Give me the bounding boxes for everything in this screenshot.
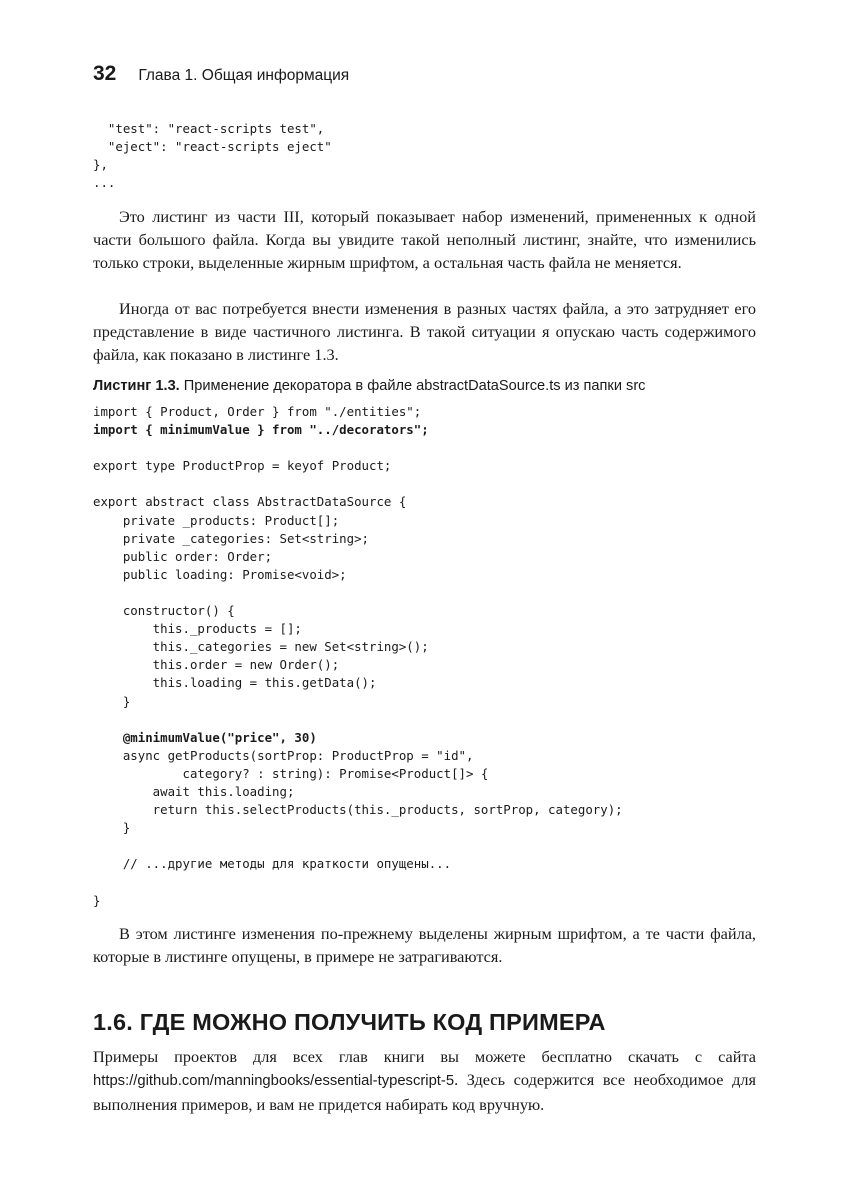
listing-code-line: }	[93, 693, 131, 709]
paragraph-listing-note: В этом листинге изменения по-прежнему выделены жирным шрифтом, а те части файла, которые в листинге опущены, в примере не затрагиваются.	[93, 924, 756, 966]
listing-code-line: private _products: Product[];	[93, 512, 340, 528]
listing-code-line: import { minimumValue } from "../decorators";	[93, 422, 429, 438]
listing-label: Листинг 1.3.	[93, 378, 180, 394]
code-fragment-top	[93, 120, 332, 192]
code-line: "eject": "react-scripts eject"	[93, 139, 332, 155]
listing-code-line: public order: Order;	[93, 548, 273, 564]
listing-code-line: export abstract class AbstractDataSource {	[93, 494, 407, 510]
section-heading: 1.6. ГДЕ МОЖНО ПОЛУЧИТЬ КОД ПРИМЕРА	[93, 1009, 606, 1035]
listing-caption	[93, 376, 756, 396]
listing-caption-text: Применение декоратора в файле abstractDataSource.ts из папки src	[179, 378, 646, 394]
listing-code-line: @minimumValue("price", 30)	[93, 729, 317, 745]
listing-code-line: constructor() {	[93, 603, 235, 619]
paragraph-listing-explanation: Это листинг из части III, который показывает набор изменений, примененных к одной части большого файла. Когда вы увидите такой неполный листинг, знайте, что изменились только строки, выделенные жирным шрифтом, а остальная часть файла не меняется.	[93, 207, 756, 272]
listing-code-line: import { Product, Order } from "./entities";	[93, 404, 422, 419]
code-line: "test": "react-scripts test",	[93, 121, 325, 136]
listing-code-line: await this.loading;	[93, 783, 295, 799]
listing-code-line: private _categories: Set<string>;	[93, 530, 370, 546]
download-text-before: Примеры проектов для всех глав книги вы можете бесплатно скачать с сайта	[93, 1047, 756, 1066]
listing-code-line: }	[93, 820, 131, 836]
listing-code-line: // ...другие методы для краткости опущены...	[93, 856, 452, 872]
listing-code-line: category? : string): Promise<Product[]> {	[93, 765, 489, 781]
listing-code-block	[93, 403, 623, 910]
repository-link[interactable]: https://github.com/manningbooks/essential-typescript-5	[93, 1073, 455, 1089]
listing-code-line: this._products = [];	[93, 621, 302, 637]
running-head	[93, 62, 349, 90]
listing-code-line: }	[93, 892, 101, 908]
download-text-after: . Здесь содержится все необходимое для выполнения примеров, и вам не придется набирать код вручную.	[93, 1070, 756, 1114]
listing-code-line: public loading: Promise<void>;	[93, 566, 347, 582]
chapter-title: Глава 1. Общая информация	[138, 67, 350, 84]
paragraph-partial-listing: Иногда от вас потребуется внести изменения в разных частях файла, а это затрудняет его представление в виде частичного листинга. В такой ситуации я опускаю часть содержимого файла, как показано в листинге 1.3.	[93, 299, 756, 364]
code-line: },	[93, 157, 108, 173]
page-number: 32	[93, 62, 117, 85]
listing-code-line: this.loading = this.getData();	[93, 675, 377, 691]
listing-code-line: this._categories = new Set<string>();	[93, 639, 429, 655]
code-line: ...	[93, 175, 116, 191]
listing-code-line: export type ProductProp = keyof Product;	[93, 458, 392, 474]
listing-code-line: return this.selectProducts(this._products, sortProp, category);	[93, 802, 623, 818]
listing-code-line: this.order = new Order();	[93, 657, 340, 673]
paragraph-download-info	[93, 1045, 756, 1116]
listing-code-line: async getProducts(sortProp: ProductProp = "id",	[93, 747, 474, 763]
